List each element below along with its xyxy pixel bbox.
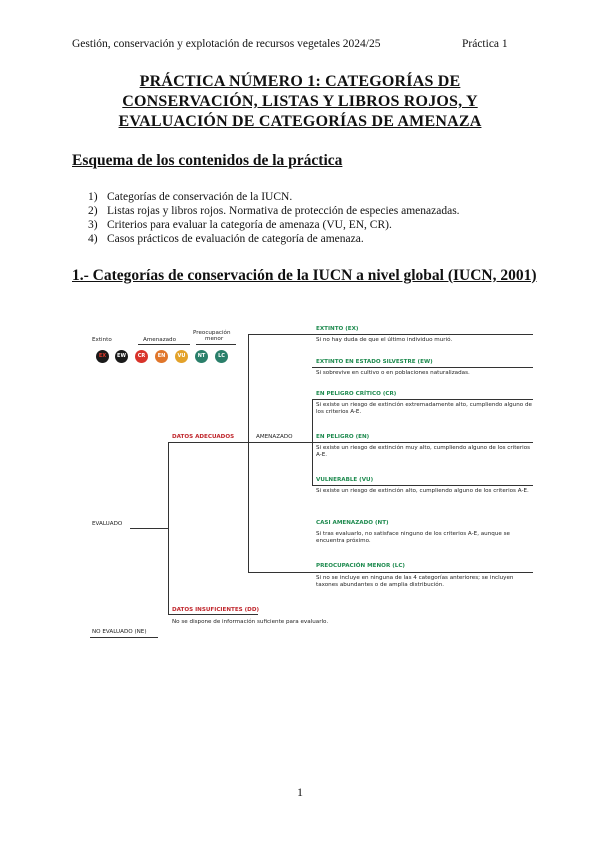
category-ex-label: EXTINTO (EX) (316, 326, 359, 332)
branch-line (312, 399, 533, 400)
category-cr-label: EN PELIGRO CRÍTICO (CR) (316, 391, 397, 397)
adequate-data-bracket-line (248, 334, 249, 572)
list-item: 1) Categorías de conservación de la IUCN. (88, 191, 293, 203)
category-ex-desc: Si no hay duda de que el último individuo murió. (316, 337, 453, 343)
circle-code: EX (98, 353, 107, 359)
legend-amenazado: Amenazado (143, 337, 177, 343)
circle-code: EW (117, 353, 126, 359)
circle-code: EN (157, 353, 166, 359)
legend-extinto: Extinto (92, 337, 112, 343)
circle-code: NT (197, 353, 206, 359)
category-lc-label: PREOCUPACIÓN MENOR (LC) (316, 563, 405, 569)
branch-line (312, 442, 533, 443)
branch-line (312, 367, 533, 368)
category-circle-lc (215, 350, 228, 363)
threatened-bracket-line (312, 399, 313, 485)
category-circle-ew (115, 350, 128, 363)
branch-line (168, 614, 258, 615)
category-circle-en (155, 350, 168, 363)
legend-bracket-line (138, 344, 190, 345)
threatened-label: AMENAZADO (256, 434, 293, 440)
title-line-1: PRÁCTICA NÚMERO 1: CATEGORÍAS DE (139, 73, 461, 90)
category-en-desc: Si existe un riesgo de extinción muy alto, cumpliendo alguno de los criterios A-E. (316, 445, 531, 458)
not-evaluated-label: NO EVALUADO (NE) (92, 629, 147, 635)
branch-line (168, 442, 300, 443)
category-circle-cr (135, 350, 148, 363)
legend-menor: menor (205, 336, 224, 342)
category-nt-label: CASI AMENAZADO (NT) (316, 520, 389, 526)
section-heading-iucn: 1.- Categorías de conservación de la IUCN a nivel global (IUCN, 2001) (72, 267, 537, 284)
evaluated-label: EVALUADO (92, 521, 123, 527)
category-circle-vu (175, 350, 188, 363)
category-cr-desc: Si existe un riesgo de extinción extremadamente alto, cumpliendo alguno de los criterios A-E. (316, 402, 532, 415)
category-nt-desc: Si tras evaluarlo, no satisface ninguno de los criterios A-E, aunque se encuentra próximo. (316, 531, 510, 544)
category-circle-ex (96, 350, 109, 363)
page-number: 1 (297, 785, 303, 799)
adequate-data-label: DATOS ADECUADOS (172, 434, 235, 440)
branch-line (312, 485, 533, 486)
branch-line (248, 572, 533, 573)
branch-line (90, 637, 158, 638)
category-dd-label: DATOS INSUFICIENTES (DD) (172, 607, 260, 613)
circle-code: VU (177, 353, 186, 359)
category-ew-desc: Si sobrevive en cultivo o en poblaciones naturalizadas. (316, 370, 470, 376)
category-ew-label: EXTINTO EN ESTADO SILVESTRE (EW) (316, 359, 433, 365)
section-heading-contents: Esquema de los contenidos de la práctica (72, 152, 343, 169)
category-vu-label: VULNERABLE (VU) (316, 477, 374, 483)
circle-code: LC (218, 353, 225, 359)
list-item: 2) Listas rojas y libros rojos. Normativa de protección de especies amenazadas. (88, 205, 460, 217)
title-line-3: EVALUACIÓN DE CATEGORÍAS DE AMENAZA (118, 113, 482, 130)
branch-line (300, 442, 312, 443)
legend-preocupacion: Preocupación (193, 330, 231, 336)
category-circle-nt (195, 350, 208, 363)
category-en-label: EN PELIGRO (EN) (316, 434, 370, 440)
category-lc-desc: Si no se incluye en ninguna de las 4 categorías anteriores; se incluyen taxones abundantes o de amplia distribución. (316, 575, 514, 588)
circle-code: CR (137, 353, 146, 359)
list-item: 3) Criterios para evaluar la categoría de amenaza (VU, EN, CR). (88, 219, 392, 231)
category-dd-desc: No se dispone de información suficiente para evaluarlo. (172, 619, 329, 625)
evaluated-bracket-line (168, 442, 169, 614)
list-item: 4) Casos prácticos de evaluación de categoría de amenaza. (88, 233, 364, 245)
branch-line (130, 528, 168, 529)
header-right: Práctica 1 (462, 38, 508, 50)
header-left: Gestión, conservación y explotación de recursos vegetales 2024/25 (72, 38, 381, 50)
category-vu-desc: Si existe un riesgo de extinción alto, cumpliendo alguno de los criterios A-E. (316, 488, 529, 494)
legend-bracket-line (196, 344, 236, 345)
title-line-2: CONSERVACIÓN, LISTAS Y LIBROS ROJOS, Y (122, 93, 478, 110)
branch-line (248, 334, 533, 335)
